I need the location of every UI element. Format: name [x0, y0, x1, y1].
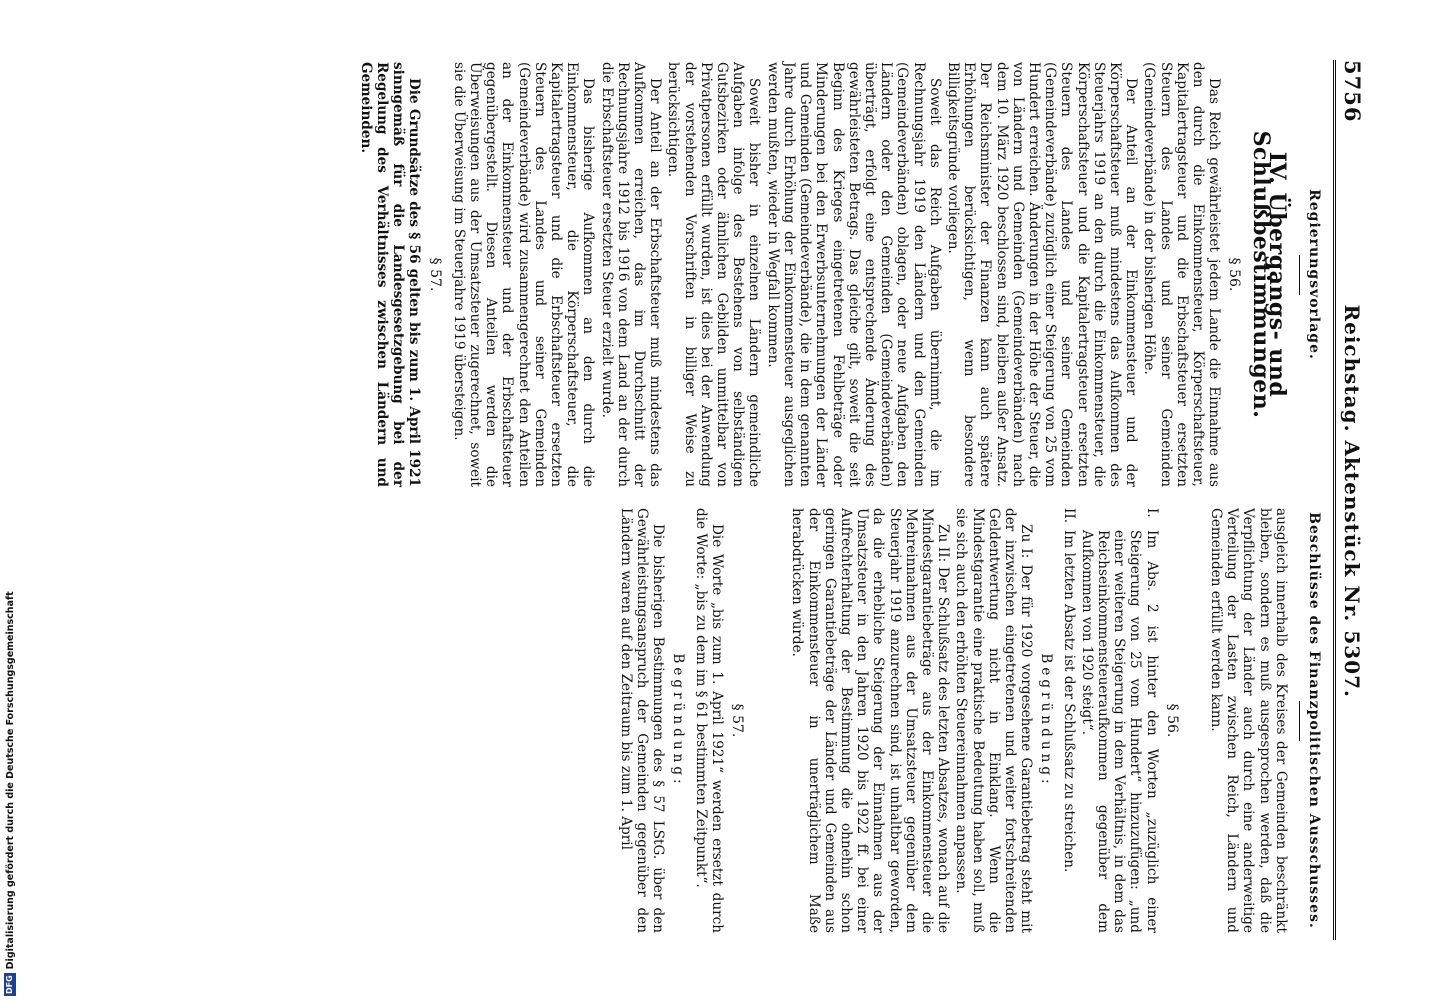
paragraph: Die Worte „bis zum 1. April 1921“ werden ersetzt durch die Worte: „bis zu dem im § 61 bestimmten Zeitpunkt“. — [692, 508, 725, 933]
paragraph: Das Reich gewährleistet jedem Lande die Einnahme aus den durch die Einkommensteuer, Körperschaftsteuer, Kapitalertragsteuer und die Erbschaftsteuer ersetzten Steuern des Landes und seiner Gemeinden (Gemeindeverbände) in der bisherigen Höhe. — [1141, 62, 1223, 487]
right-column — [616, 508, 1322, 933]
paragraph: Soweit bisher in einzelnen Ländern gemeindliche Aufgaben infolge des Bestehens von selbständigen Gutsbezirken oder ähnlichen Gebilden unmittelbar von Privatpersonen erfüllt wurden, ist dies bei der Anwendung der vorstehenden Vorschriften in billiger Weise zu berücksichtigen. — [665, 62, 763, 487]
paragraph: Soweit das Reich Aufgaben übernimmt, die im Rechnungsjahr 1919 den Ländern und den Gemeinden (Gemeindeverbänden) oblagen, oder neue Aufgaben den Ländern oder den Gemeinden (Gemeindeverbänden) überträgt, erfolgt eine entsprechende Änderung des gewährleisteten Betrags. Das gleiche gilt, soweit die seit Beginn des Krieges eingetretenen Fehlbeträge oder Minderungen bei den Erwerbsunternehmungen der Länder und Gemeinden (Gemeindeverbände), die in dem genannten Jahre durch Erhöhung der Einkommensteuer ausgeglichen werden mußten, wieder in Wegfall kommen. — [764, 62, 943, 487]
dfg-logo: DFG — [5, 975, 14, 994]
header-rule — [1333, 60, 1336, 940]
divider — [1299, 701, 1300, 741]
header-title: Reichstag. Aktenstück Nr. 5307. — [1340, 304, 1364, 698]
paragraph: Die bisherigen Bestimmungen des § 57 LStG. über den Gewährleistungsanspruch der Gemeinden gegenüber den Ländern waren auf den Zeitraum bis zum 1. April — [617, 508, 667, 933]
left-column-label: Regierungsvorlage. — [1306, 189, 1322, 360]
paragraph: Der Anteil an der Einkommensteuer und der Körperschaftsteuer muß mindestens das Aufkommen des Steuerjahrs 1919 an den durch die Einkommensteuer, die Körperschaftsteuer und die Kapitalertragsteuer ersetzten Steuern des Landes und seiner Gemeinden (Gemeindeverbände) zuzüglich einer Steigerung von 25 vom Hundert erreichen. Änderungen in der Höhe der Steuer, die von Ländern und Gemeinden (Gemeindeverbänden) nach dem 10. März 1920 beschlossen sind, bleiben außer Ansatz. Der Reichsminister der Finanzen kann auch spätere Erhöhungen berücksichtigen, wenn besondere Billigkeitsgründe vorliegen. — [944, 62, 1140, 487]
begruendung-label: Begründung: — [1038, 653, 1055, 788]
left-column — [356, 62, 1322, 487]
begruendung-label: Begründung: — [670, 653, 687, 788]
list-item-number: I. — [1143, 508, 1160, 518]
list-item-number: II. — [1060, 508, 1077, 524]
paragraph: Der Anteil an der Erbschaftsteuer muß mindestens das Aufkommen erreichen, das im Durchschnitt der Rechnungsjahre 1912 bis 1916 von dem Land an der durch die Erbschaftsteuer ersetzten Steuer erzielt wurde. — [598, 62, 664, 487]
list-item — [1060, 508, 1076, 933]
paragraph: Die Grundsätze des § 56 gelten bis zum 1. April 1921 sinngemäß für die Landesgesetzgebung bei der Regelung des Verhältnisses zwischen Ländern und Gemeinden. — [357, 62, 423, 487]
page-header — [1340, 60, 1374, 940]
list-item-text: Im Abs. 2 ist hinter den Worten „zuzüglich einer Steigerung von 25 vom Hundert“ hinzuzufügen: „und einer weiteren Steigerung in dem Verhältnis, in dem das Reichseinkommensteueraufkommen gegenüber dem Aufkommen von 1920 steigt“. — [1078, 530, 1160, 933]
right-column-label: Beschlüsse des Finanzpolitischen Ausschusses. — [1306, 512, 1322, 929]
footer-attribution — [2, 591, 22, 996]
divider — [1299, 255, 1300, 295]
page-number: 5756 — [1340, 60, 1365, 123]
paragraph-heading: § 57. — [729, 703, 746, 738]
paragraph-heading: § 56. — [1163, 703, 1180, 738]
paragraph-heading: § 56. — [1226, 257, 1243, 292]
footer-text: Digitalisierung gefördert durch die Deutsche Forschungsgemeinschaft — [4, 591, 16, 970]
section-title: IV. Übergangs- und Schlußbestimmungen. — [1247, 130, 1290, 419]
paragraph: ausgleich innerhalb des Kreises der Gemeinden beschränkt bleiben, sondern es muß ausgesprochen werden, daß die Verpflichtung der Länder auch durch eine anderweitige Verteilung der Lasten zwischen Reich, Ländern und Gemeinden erfüllt werden kann. — [1207, 508, 1289, 933]
list-item-text: Im letzten Absatz ist der Schlußsatz zu streichen. — [1060, 530, 1077, 873]
paragraph-heading: § 57. — [426, 257, 443, 292]
paragraph: Zu II: Der Schlußsatz des letzten Absatzes, wonach auf die Mindestgarantiebeträge aus der Einkommensteuer die Mehreinnahmen aus der Umsatzsteuer gegenüber dem Steuerjahr 1919 anzurechnen sind, ist unhaltbar geworden, da die erhebliche Steigerung der Einnahmen aus der Umsatzsteuer in den Jahren 1920 bis 1922 ff. bei einer Aufrechterhaltung der Bestimmung die ohnehin schon geringen Garantiebeträge der Länder und Gemeinden aus der Einkommensteuer in unerträglichem Maße herabdrücken würde. — [789, 508, 952, 933]
paragraph: Zu I: Der für 1920 vorgesehene Garantiebetrag steht mit der inzwischen eingetretenen und weiter fortschreitenden Geldentwertung nicht in Einklang. Wenn die Mindestgarantie eine praktische Bedeutung haben soll, muß sie sich auch den erhöhten Steuereinnahmen anpassen. — [953, 508, 1035, 933]
list-item — [1079, 508, 1160, 933]
paragraph: Das bisherige Aufkommen an den durch die Einkommensteuer, die Körperschaftsteuer, die Kapitalertragsteuer und die Erbschaftsteuer ersetzten Steuern des Landes und seiner Gemeinden (Gemeindeverbände) wird zusammengerechnet den Anteilen an der Einkommensteuer und der Erbschaftsteuer gegenübergestellt. Diesen Anteilen werden die Überweisungen aus der Umsatzsteuer zugerechnet, soweit sie die Überweisung im Steuerjahre 1919 übersteigen. — [450, 62, 597, 487]
